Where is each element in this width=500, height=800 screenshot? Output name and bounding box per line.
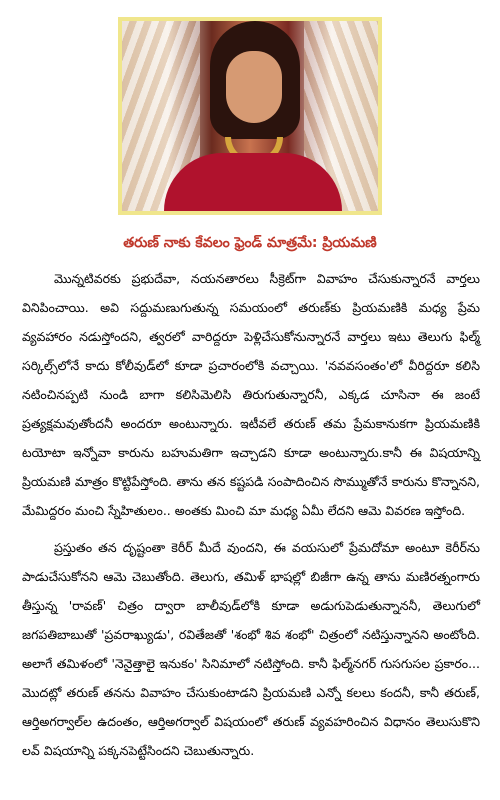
article-paragraph-2: ప్రస్తుతం తన దృష్టంతా కెరీర్ మీదే వుందని, ఈ వయసులో ప్రేమదోమా అంటూ కెరీర్‌ను పాడుచేసుకోనని ఆమె చెబుతోంది. తెలుగు, తమిళ్ భాషల్లో బిజీగా ఉన్న తాను మణిరత్నంగారు తీస్తున్న 'రావణ్' చిత్రం ద్వారా బాలీవుడ్‌లోకి కూడా అడుగుపెడుతున్నాననీ, తెలుగులో జగపతిబాబుతో 'ప్రవరాఖ్యుడు', రవితేజతో 'శంభో శివ శంభో' చిత్రంలో నటిస్తున్నానని అంటోంది. అలాగే తమిళంలో 'నెనైత్తాలై ఇనుకం' సినిమాలో నటిస్తోంది. కానీ ఫిల్మ్‌నగర్ గుసగుసల ప్రకారం... మొదట్లో తరుణ్ తనను వివాహం చేసుకుంటాడని ప్రియమణి ఎన్నో కలలు కందనీ, కానీ తరుణ్, ఆర్తిఅగర్వాల్‌ల ఉదంతం, ఆర్తిఅగర్వాల్ విషయంలో తరుణ్ వ్యవహరించిన విధానం తెలుసుకొని లవ్ విషయాన్ని పక్కనపెట్టేసిందని చెబుతున్నారు. — [22, 540, 480, 758]
article-body — [22, 264, 480, 765]
photo-dress-shape — [164, 153, 342, 211]
article-photo — [118, 17, 382, 215]
photo-face-shape — [226, 51, 282, 123]
article-headline: తరుణ్ నాకు కేవలం ఫ్రెండ్ మాత్రమే: ప్రియమణి — [123, 235, 377, 251]
article-paragraph-1: మొన్నటివరకు ప్రభుదేవా, నయనతారలు సీక్రెట్‌గా వివాహం చేసుకున్నారనే వార్తలు వినిపించాయి. అవి సద్దుమణుగుతున్న సమయంలో తరుణ్‌కు ప్రియమణికి మధ్య ప్రేమ వ్యవహారం నడుస్తోందని, త్వరలో వారిద్దరూ పెళ్లిచేసుకోనున్నారనే వార్తలు ఇటు తెలుగు ఫిల్మ్ సర్కిల్స్‌లోనే కాదు కోలీవుడ్‌లో కూడా ప్రచారంలోకి వచ్చాయి. 'నవవసంతం'లో వీరిద్దరూ కలిసి నటించినప్పటి నుండి బాగా కలిసిమెలిసి తిరుగుతున్నారనీ, ఎక్కడ చూసినా ఈ జంటే ప్రత్యక్షమవుతోందనీ అందరూ అంటున్నారు. ఇటీవలే తరుణ్ తమ ప్రేమకానుకగా ప్రియమణికి టయోటా ఇన్నోవా కారును బహుమతిగా ఇచ్చాడని కూడా అంటున్నారు.కానీ ఈ విషయాన్ని ప్రియమణి మాత్రం కొట్టిపేస్తోంది. తాను తన కష్టపడి సంపాదించిన సొమ్ముతోనే కారును కొన్నానని, మేమిద్దరం మంచి స్నేహితులం.. అంతకు మించి మా మధ్య ఏమీ లేదని ఆమె వివరణ ఇస్తోంది. — [22, 271, 480, 518]
